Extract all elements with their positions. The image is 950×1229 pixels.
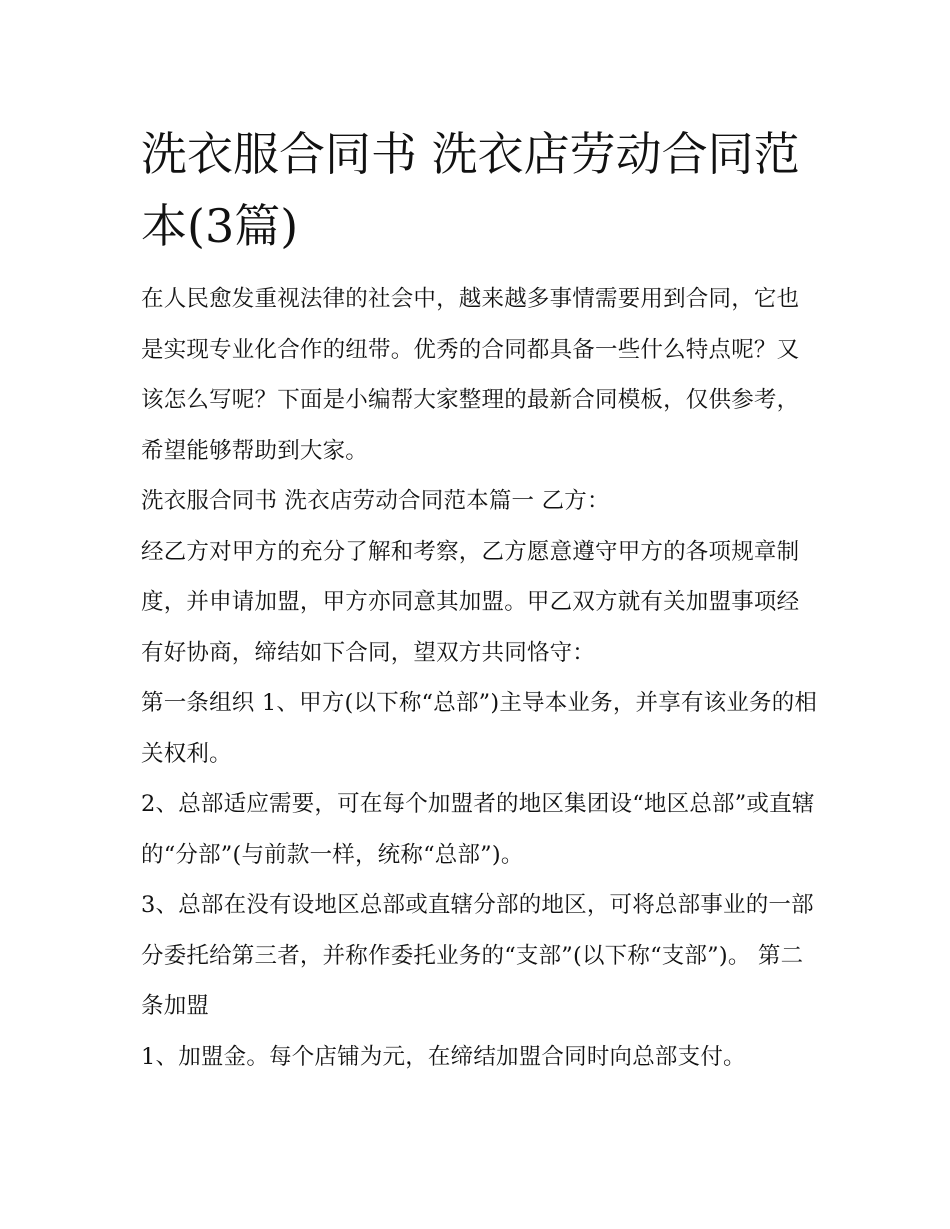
paragraph-article-2-item-1: 1、加盟金。每个店铺为元，在缔结加盟合同时向总部支付。 — [141, 1043, 746, 1070]
document-body — [141, 118, 821, 1082]
paragraph-article-1-item-2: 2、总部适应需要，可在每个加盟者的地区集团设“地区总部”或直辖的“分部”(与前款一样，统称“总部”)。 — [141, 791, 815, 868]
paragraph-article-1-item-3: 3、总部在没有设地区总部或直辖分部的地区，可将总部事业的一部分委托给第三者，并称作委托业务的“支部”(以下称“支部”)。 第二条加盟 — [141, 892, 814, 1019]
paragraph-section-heading: 洗衣服合同书 洗衣店劳动合同范本篇一 乙方： — [141, 488, 610, 514]
document-title: 洗衣服合同书 洗衣店劳动合同范本(3篇) — [141, 127, 800, 253]
paragraph-article-1-item-1: 第一条组织 1、甲方(以下称“总部”)主导本业务，并享有该业务的相关权利。 — [141, 690, 818, 767]
paragraph-intro: 在人民愈发重视法律的社会中，越来越多事情需要用到合同，它也是实现专业化合作的纽带。优秀的合同都具备一些什么特点呢？又该怎么写呢？下面是小编帮大家整理的最新合同模板，仅供参考，希望能够帮助到大家。 — [141, 286, 800, 464]
paragraph-agreement: 经乙方对甲方的充分了解和考察，乙方愿意遵守甲方的各项规章制度，并申请加盟，甲方亦同意其加盟。甲乙双方就有关加盟事项经有好协商，缔结如下合同，望双方共同恪守： — [141, 538, 800, 666]
